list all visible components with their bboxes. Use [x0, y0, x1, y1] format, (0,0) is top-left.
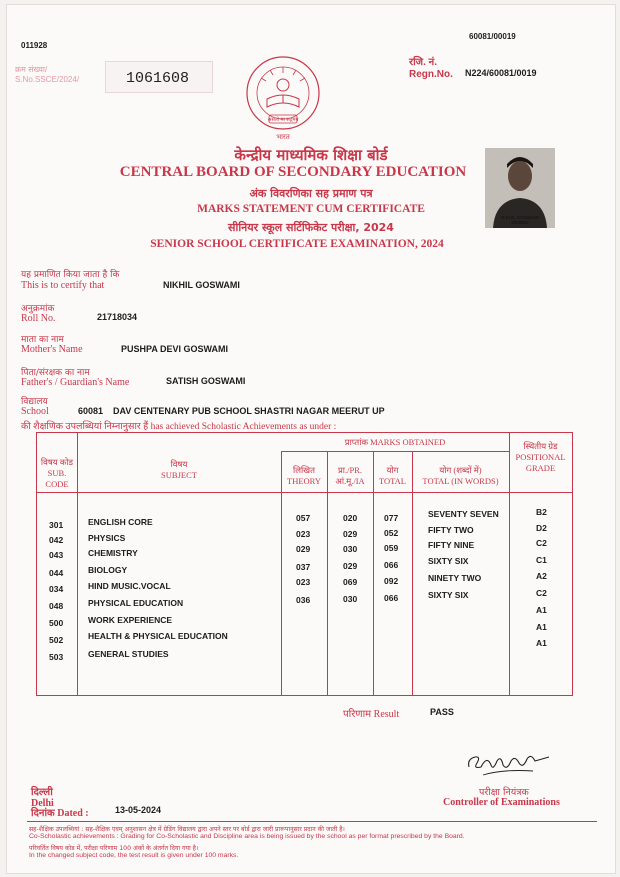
controller-hi: परीक्षा नियंत्रक: [479, 787, 529, 798]
header-code: विषय कोड SUB. CODE: [40, 457, 74, 489]
sno-label: क्रम संख्या/ S.No.SSCE/2024/: [15, 65, 80, 84]
photo-caption-name: NIKHIL GOSWAMI: [501, 215, 539, 220]
photo-caption: [485, 215, 555, 225]
photo-caption-code: 4/8/0922: [511, 220, 529, 225]
header-subject: विषय SUBJECT: [161, 459, 197, 480]
father-en: Father's / Guardian's Name: [21, 377, 130, 388]
header-words: योग (शब्दों में) TOTAL (IN WORDS): [422, 465, 499, 486]
board-title-hi: केन्द्रीय माध्यमिक शिक्षा बोर्ड: [234, 146, 388, 164]
result-value: PASS: [430, 707, 454, 717]
marks-table: विषय कोड SUB. CODE विषय SUBJECT प्राप्तांक MARKS OBTAINED लिखित THEORY प्रा./PR. आं.मू./IA योग TOTAL योग (शब्दों में) TOTAL (IN WORDS) स्थितीय ग्रेड POSITIONAL GRADE 301 ENGLISH CORE 057 020 077 SEVENTY SEVEN B2 042 PHYSICS 023 029 052 FIFTY TWO D2 043 CHEMISTRY 029 030 059 FIFTY NINE C2 044 BIOLOGY 037 029 066 SIXTY SIX C1 034 HIND MUSIC.VOCAL 023 069 092 NINETY TWO A2 048 PHYSICAL EDUCATION 036 030 066 SIXTY SIX C2 500 WORK EXPERIENCE A1 502 HEALTH & PHYSICAL EDUCATION A1 503 GENERAL STUDIES A1: [36, 432, 573, 696]
footnote-hi-1: सह-शैक्षिक उपलब्धियां : सह-शैक्षिक एवम् अनुशासन क्षेत्र में ग्रेडिंग विद्यालय द्वारा अपने स्तर पर बोर्ड द्वारा जारी प्रारूपानुसार प्रदान की जाती है।: [29, 826, 345, 833]
roll-en: Roll No.: [21, 313, 56, 324]
roll-value: 21718034: [97, 312, 138, 322]
mother-hi: माता का नाम: [21, 335, 64, 345]
school-value: DAV CENTENARY PUB SCHOOL SHASTRI NAGAR MEERUT UP: [113, 406, 385, 416]
footnote-hi-2: परिवर्तित विषय कोड में, परीक्षा परिणाम 100 अंकों के अंतर्गत दिया गया है।: [29, 845, 199, 852]
controller-en: Controller of Examinations: [443, 797, 560, 808]
cbse-emblem-icon: [243, 53, 323, 141]
footnote-en-2: In the changed subject code, the test result is given under 100 marks.: [29, 852, 239, 859]
footnote-en-1: Co-Scholastic achievements : Grading for Co-Scholastic and Discipline area is being issued by the school as per format prescribed by the Board.: [29, 833, 465, 840]
roll-hi: अनुक्रमांक: [21, 304, 55, 314]
dated-label: दिनांक Dated :: [31, 808, 89, 819]
dated-value: 13-05-2024: [115, 805, 162, 815]
place: दिल्ली Delhi: [31, 787, 54, 809]
certify-hi: यह प्रमाणित किया जाता है कि: [21, 270, 120, 280]
board-title-en: CENTRAL BOARD OF SECONDARY EDUCATION: [119, 164, 467, 180]
emblem-motto: असतो मा सद्गमय: [267, 117, 299, 123]
school-en: School: [21, 406, 49, 417]
regn-label: रजि. नं. Regn.No.: [409, 57, 453, 80]
header-theory: लिखित THEORY: [287, 465, 321, 486]
student-name: NIKHIL GOSWAMI: [163, 280, 240, 290]
header-grade: स्थितीय ग्रेड POSITIONAL GRADE: [515, 441, 566, 473]
father-hi: पिता/संरक्षक का नाम: [21, 368, 90, 378]
regn-value: N224/60081/0019: [465, 68, 537, 78]
father-value: SATISH GOSWAMI: [166, 376, 246, 386]
certify-en: This is to certify that: [21, 280, 105, 291]
header-pr: प्रा./PR. आं.मू./IA: [335, 465, 365, 486]
header-total: योग TOTAL: [378, 465, 407, 486]
serial-top-right: 60081/00019: [469, 32, 516, 41]
exam-title-en: SENIOR SCHOOL CERTIFICATE EXAMINATION, 2024: [150, 238, 444, 250]
achieved-line: की शैक्षणिक उपलब्धियां निम्नानुसार हैं has achieved Scholastic Achievements as under :: [21, 422, 337, 432]
certificate-sheet: [6, 4, 616, 874]
mother-en: Mother's Name: [21, 344, 83, 355]
school-code: 60081: [78, 406, 104, 416]
mother-value: PUSHPA DEVI GOSWAMI: [121, 344, 229, 354]
sno-value: 1061608: [126, 70, 190, 87]
school-hi: विद्यालय: [21, 397, 48, 407]
header-marks: प्राप्तांक MARKS OBTAINED: [344, 437, 446, 447]
cert-title-hi: अंक विवरणिका सह प्रमाण पत्र: [249, 187, 373, 200]
result-label: परिणाम Result: [343, 709, 400, 720]
signature: [463, 747, 553, 781]
footer-divider: [27, 821, 597, 822]
emblem-country: भारत: [276, 133, 290, 141]
exam-title-hi: सीनियर स्कूल सर्टिफिकेट परीक्षा, 2024: [228, 221, 394, 234]
cert-title-en: MARKS STATEMENT CUM CERTIFICATE: [197, 203, 425, 215]
sno-box: [105, 61, 213, 93]
serial-top-left: 011928: [21, 41, 48, 50]
